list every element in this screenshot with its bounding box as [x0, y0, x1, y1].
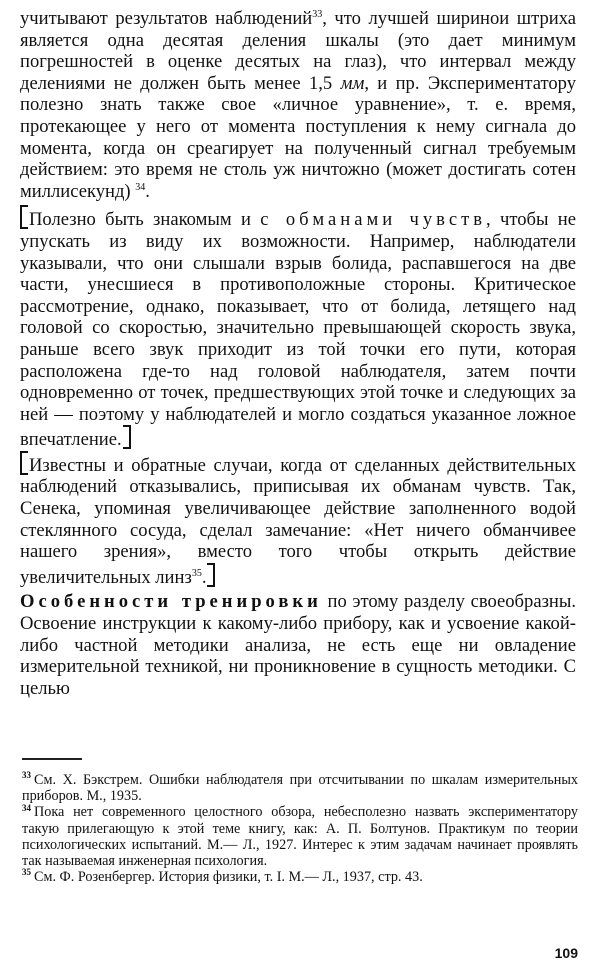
text-run: Полезно быть знакомым и [29, 209, 251, 231]
footnote-34 [22, 804, 578, 869]
footnote-text: См. Х. Бэкстрем. Ошибки наблюдателя при отсчитывании по шкалам измерительных приборов. М., 1935. [22, 772, 578, 805]
paragraph-1 [20, 8, 576, 202]
footnote-number: 35 [22, 867, 31, 878]
footnote-33 [22, 772, 578, 804]
footnote-number: 34 [22, 802, 31, 813]
spaced-heading: Особенности тренировки [20, 591, 322, 613]
unit-mm: мм [340, 72, 365, 94]
margin-bracket-open [20, 451, 28, 475]
text-run: , и пр. Экспериментатору полезно знать также свое «личное уравнение», т. е. время, протекающее у него от момента поступления к нему сигнала до момента, когда он среагирует на полученный сигнал требуемым действием: это время не столь уж ничтожно (может достигать сотен миллисекунд) [20, 72, 577, 202]
text-run: по этому разделу своеобразны. Освоение инструкции к какому-либо прибору, как и усвоение какой-либо частной методики анализа, не есть еще ни овладение измерительной техникой, ни проникновение в сущность методики. С целью [20, 591, 577, 699]
footnote-35 [22, 869, 578, 885]
footnote-text: См. Ф. Розенбергер. История физики, т. I. М.— Л., 1937, стр. 43. [34, 869, 423, 886]
text-run: , чтобы не упускать из виду их возможности. Например, наблюдатели указывали, что они слышали взрыв болида, распавшегося на две части, унесшиеся в противоположные стороны. Критическое рассмотрение, однако, показывает, что от болида, летящего над головой со скоростью, значительно превышающей скорость звука, раньше всего звук приходит из той точки его пути, которая расположена где-то над головой наблюдателя, затем почти одновременно от точек, предшествующих этой точке и следующих за ней — поэтому у наблюдателей и могло создаться указанное ложное впечатление. [20, 209, 576, 451]
footnote-ref-34: 34 [135, 181, 146, 193]
text-run: . [201, 566, 207, 588]
footnote-ref-35: 35 [191, 567, 202, 579]
footnote-divider [22, 758, 82, 760]
text-run: . [145, 180, 150, 202]
main-text [20, 8, 576, 699]
paragraph-3 [20, 451, 576, 589]
paragraph-2 [20, 205, 576, 451]
margin-bracket-open [20, 205, 28, 229]
footnote-text: Пока нет современного целостного обзора, небесполезно назвать экспериментатору такую прилегающую к этой теме книгу, как: А. П. Болтунов. Практикум по теории психологических испытаний. М.— Л., 1927. Интерес к этим задачам начинает проявлять так называемая инженерная психология. [22, 804, 578, 870]
footnote-number: 33 [22, 770, 31, 781]
margin-bracket-close [207, 563, 215, 587]
text-run: учитывают результатов наблюдений [20, 8, 313, 29]
page-number: 109 [554, 945, 578, 961]
margin-bracket-close [123, 425, 131, 449]
text-run: , что лучшей ширинои штриха является одна десятая деления шкалы (это дает минимум погрешностей в оценке десятых на глаз), что интервал между делениями не должен быть менее 1,5 [20, 8, 576, 94]
spaced-term: с обманами чувств [260, 209, 487, 231]
footnotes [22, 772, 578, 885]
paragraph-4 [20, 591, 576, 699]
text-run: Известны и обратные случаи, когда от сделанных действительных наблюдений отказывались, приписывая их обманам чувств. Так, Сенека, упоминая увеличивающее действие заполненного водой стеклянного сосуда, сделал замечание: «Нет ничего обманчивее нашего зрения», вместо того чтобы открыть действие увеличительных линз [20, 454, 576, 588]
footnote-ref-33: 33 [312, 8, 323, 20]
